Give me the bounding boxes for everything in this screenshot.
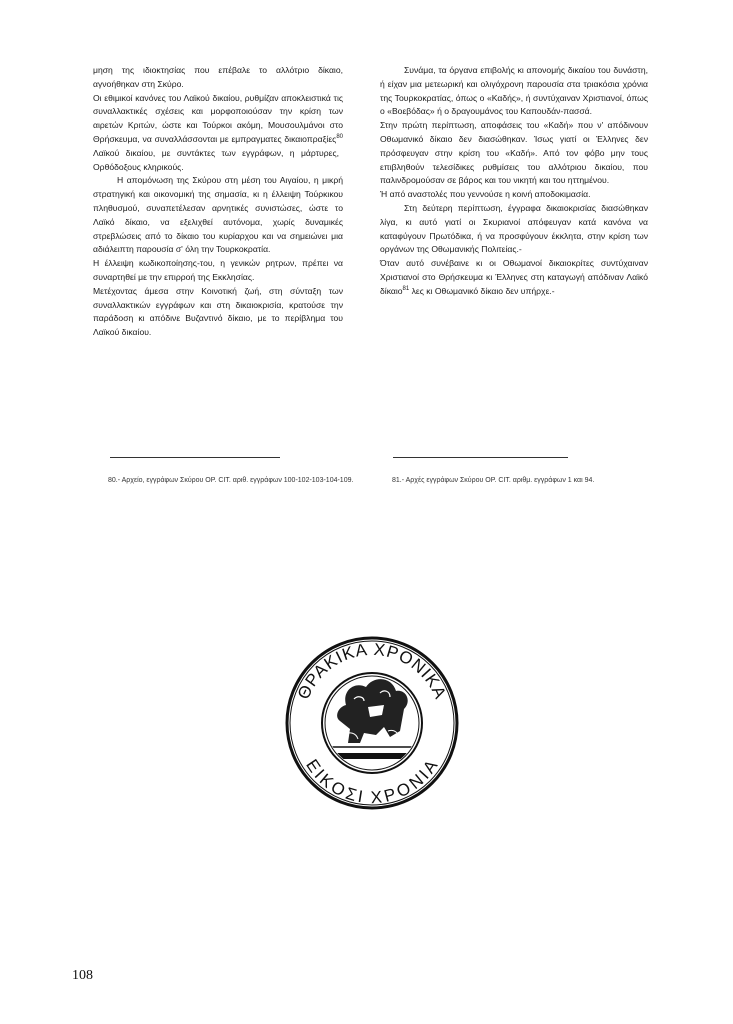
- footnote-80: 80.- Αρχείο, εγγράφων Σκύρου ΟΡ. CIT. αριθ. εγγράφων 100-102-103-104-109.: [108, 477, 354, 484]
- footnote-81: 81.- Αρχές εγγράφων Σκύρου ΟΡ. CIT. αριθμ. εγγράφων 1 και 94.: [392, 477, 595, 484]
- page-number: 108: [72, 968, 93, 983]
- thrakika-chronika-seal: [284, 635, 460, 811]
- footnote-divider-left: [110, 457, 280, 458]
- left-column: [93, 64, 343, 340]
- left-paragraph-2: [93, 92, 343, 175]
- footnote-ref-81[interactable]: 81: [402, 285, 410, 292]
- left-paragraph-2-text-a: Οι εθιμικοί κανόνες του Λαϊκού δικαίου, ρυθμίζαν αποκλειστικά τις συναλλακτικές σχέσεις και μορφοποιούσαν την κρίση των αιρετών Κριτών, ώστε και Τούρκοι ακόμη, Μουσουλμάνοι στο Θρήσκευμα, να συναλλάσσονται με εμπραγματες δικαιοπραξίες: [93, 92, 343, 144]
- right-paragraph-5-text-a: Όταν αυτό συνέβαινε κι οι Οθωμανοί δικαιοκρίτες συντύχαιναν Χριστιανοί στο Θρήσκευμα κι Έλληνες στη καταγωγή απόδιναν Λαϊκό δίκαιο: [380, 258, 648, 296]
- right-paragraph-1: Συνάμα, τα όργανα επιβολής κι απονομής δικαίου του δυνάστη, ή είχαν μια μετεωρική και ολιγόχρονη παρουσία στα τριακόσια χρόνια της Τουρκοκρατίας, όπως ο «Καδής», ή συντύχαιναν Χριστιανοί, όπως ο «Βοεβόδας» ή ο δραγουμάνος του Καπουδάν-πασσά.: [380, 65, 648, 117]
- left-paragraph-2-text-b: Λαϊκού δικαίου, με συντάκτες των εγγράφων, η μάρτυρες, Ορθόδοξους κληρικούς.: [93, 147, 339, 172]
- left-paragraph-1: μηση της ιδιοκτησίας που επέβαλε το αλλότριο δίκαιο, αγνοήθηκαν στη Σκύρο.: [93, 65, 343, 89]
- right-paragraph-3: Ή από αναστολές που γεννούσε η κοινή αποδοκιμασία.: [380, 189, 591, 200]
- seal-top-text: ΘΡΑΚΙΚΑ ΧΡΟΝΙΚΑ: [293, 639, 451, 703]
- seal-bottom-text: ΕΙΚΟΣΙ ΧΡΟΝΙΑ: [302, 755, 442, 808]
- left-paragraph-3: Η απομόνωση της Σκύρου στη μέση του Αιγαίου, η μικρή στρατηγική και οικονομική της σημασία, κι η έλλειψη Τούρκικου πληθυσμού, συναπετέλεσαν αρνητικές συνιστώσες, ώστε το Λαϊκό δίκαιο, να εξελιχθεί αυτόνομα, χωρίς δυναμικές στρεβλώσεις από το δίκαιο του κυρίαρχου και να σημειώνει μια αδιάλειπτη παρουσία σ' όλη την Τουρκοκρατία.: [93, 175, 343, 255]
- footnote-ref-80[interactable]: 80: [336, 134, 343, 141]
- right-paragraph-5: [380, 257, 648, 298]
- right-paragraph-4: Στη δεύτερη περίπτωση, έγγραφα δικαιοκρισίας διασώθηκαν λίγα, κι αυτό γιατί οι Σκυριανοί απόφευγαν κατά κανόνα να καταφύγουν Πρωτόδικα, ή να προσφύγουν έκκλητα, στην κρίση των οργάνων της Οθωμανικής Πολιτείας.-: [380, 202, 648, 255]
- seal-emblem-icon: [284, 635, 460, 811]
- griffin-emblem-icon: [328, 679, 416, 759]
- right-column: [380, 64, 648, 299]
- footnote-divider-right: [393, 457, 568, 458]
- left-paragraph-4: Η έλλειψη κωδικοποίησης-του, η γενικών ρητρων, πρέπει να συναρτηθεί με την επιρροή της Εκκλησίας.: [93, 258, 343, 282]
- left-paragraph-5: Μετέχοντας άμεσα στην Κοινοτική ζωή, στη σύνταξη των συναλλακτικών εγγράφων και στη δικαιοκρισία, κρατούσε την παράδοση κι απόδινε Βυζαντινό δίκαιο, με το περίβλημα του Λαϊκού δικαίου.: [93, 285, 343, 338]
- right-paragraph-2: Στην πρώτη περίπτωση, αποφάσεις του «Καδή» που ν' απόδινουν Οθωμανικό δίκαιο δεν διασώθηκαν. Ίσως γιατί οι Έλληνες δεν πρόσφευγαν στην κρίση του «Καδή». Από τον φόβο μην τους επιβληθούν τελεσίδικες ρυθμίσεις του αλλότριου δικαίου, που παλινδρομούσαν σε βάρος και του νικητή και του ηττημένου.: [380, 120, 648, 186]
- right-paragraph-5-text-b: λες κι Οθωμανικό δίκαιο δεν υπήρχε.-: [409, 285, 555, 296]
